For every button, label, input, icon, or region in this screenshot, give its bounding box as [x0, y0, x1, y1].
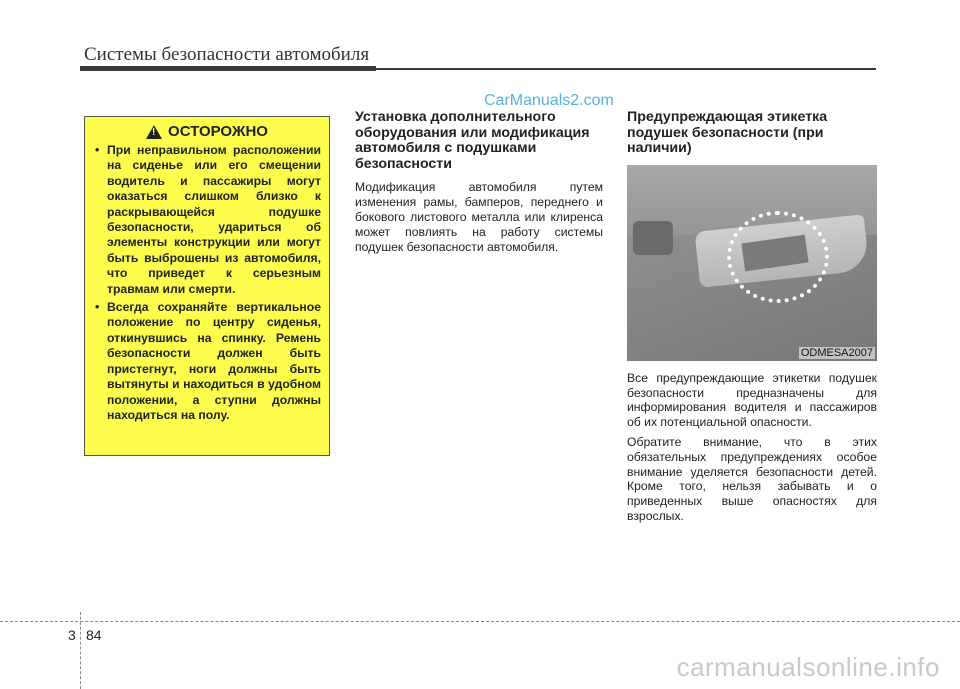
photo-code: ODMESA2007	[800, 346, 873, 359]
section-title-modification: Установка дополнительного оборудования или модификация автомобиля с подушками безопасности	[355, 109, 590, 172]
warning-header	[93, 123, 321, 140]
photo-mirror-mount	[633, 221, 673, 255]
section-text-modification: Модификация автомобиля путем изменения рамы, бамперов, переднего и бокового листового металла или клиренса может повлиять на работу системы подушек безопасности автомобиля.	[355, 180, 603, 254]
warning-list	[93, 143, 321, 423]
warning-item: • При неправильном расположении на сиденье или его смещении водитель и пассажиры могут оказаться слишком близко к раскрывающейся подушке безопасности, удариться об элементы конструкции или могут быть выброшены из автомобиля, что приведет к серьезным травмам или смерти.	[93, 143, 321, 297]
page-chapter-number: 3	[68, 627, 76, 643]
header-rule-thin	[376, 68, 876, 70]
header-rule-thick	[80, 66, 376, 71]
warning-box	[84, 116, 330, 456]
photo-highlight-circle	[727, 211, 829, 303]
section-text-airbag-1: Все предупреждающие этикетки подушек безопасности предназначены для информирования водителя и пассажиров об их потенциальной опасности.	[627, 370, 877, 430]
warning-item: • Всегда сохраняйте вертикальное положение по центру сиденья, откинувшись на спинку. Ремень безопасности должен быть пристегнут, ноги должны быть вытянуты и находиться в удобном положении, а ступни должны находиться на полу.	[93, 300, 321, 423]
footer-rule	[0, 621, 960, 622]
warning-title: ОСТОРОЖНО	[168, 123, 268, 140]
footer-vertical-rule	[80, 612, 81, 689]
watermark-bottom: carmanualsonline.info	[676, 652, 940, 682]
section-title-airbag-label: Предупреждающая этикетка подушек безопасности (при наличии)	[627, 109, 828, 157]
column-middle	[355, 110, 603, 259]
sun-visor-photo	[627, 165, 877, 361]
page-header-title: Системы безопасности автомобиля	[84, 44, 370, 65]
section-text-airbag-2: Обратите внимание, что в этих обязательных предупреждениях особое внимание уделяется безопасности детей. Кроме того, нельзя забывать и о приведенных выше опасностях для взрослых.	[627, 434, 877, 523]
warning-triangle-icon	[146, 125, 162, 139]
watermark-top: CarManuals2.com	[484, 92, 614, 109]
column-right	[627, 110, 877, 529]
page-number: 84	[86, 627, 102, 643]
